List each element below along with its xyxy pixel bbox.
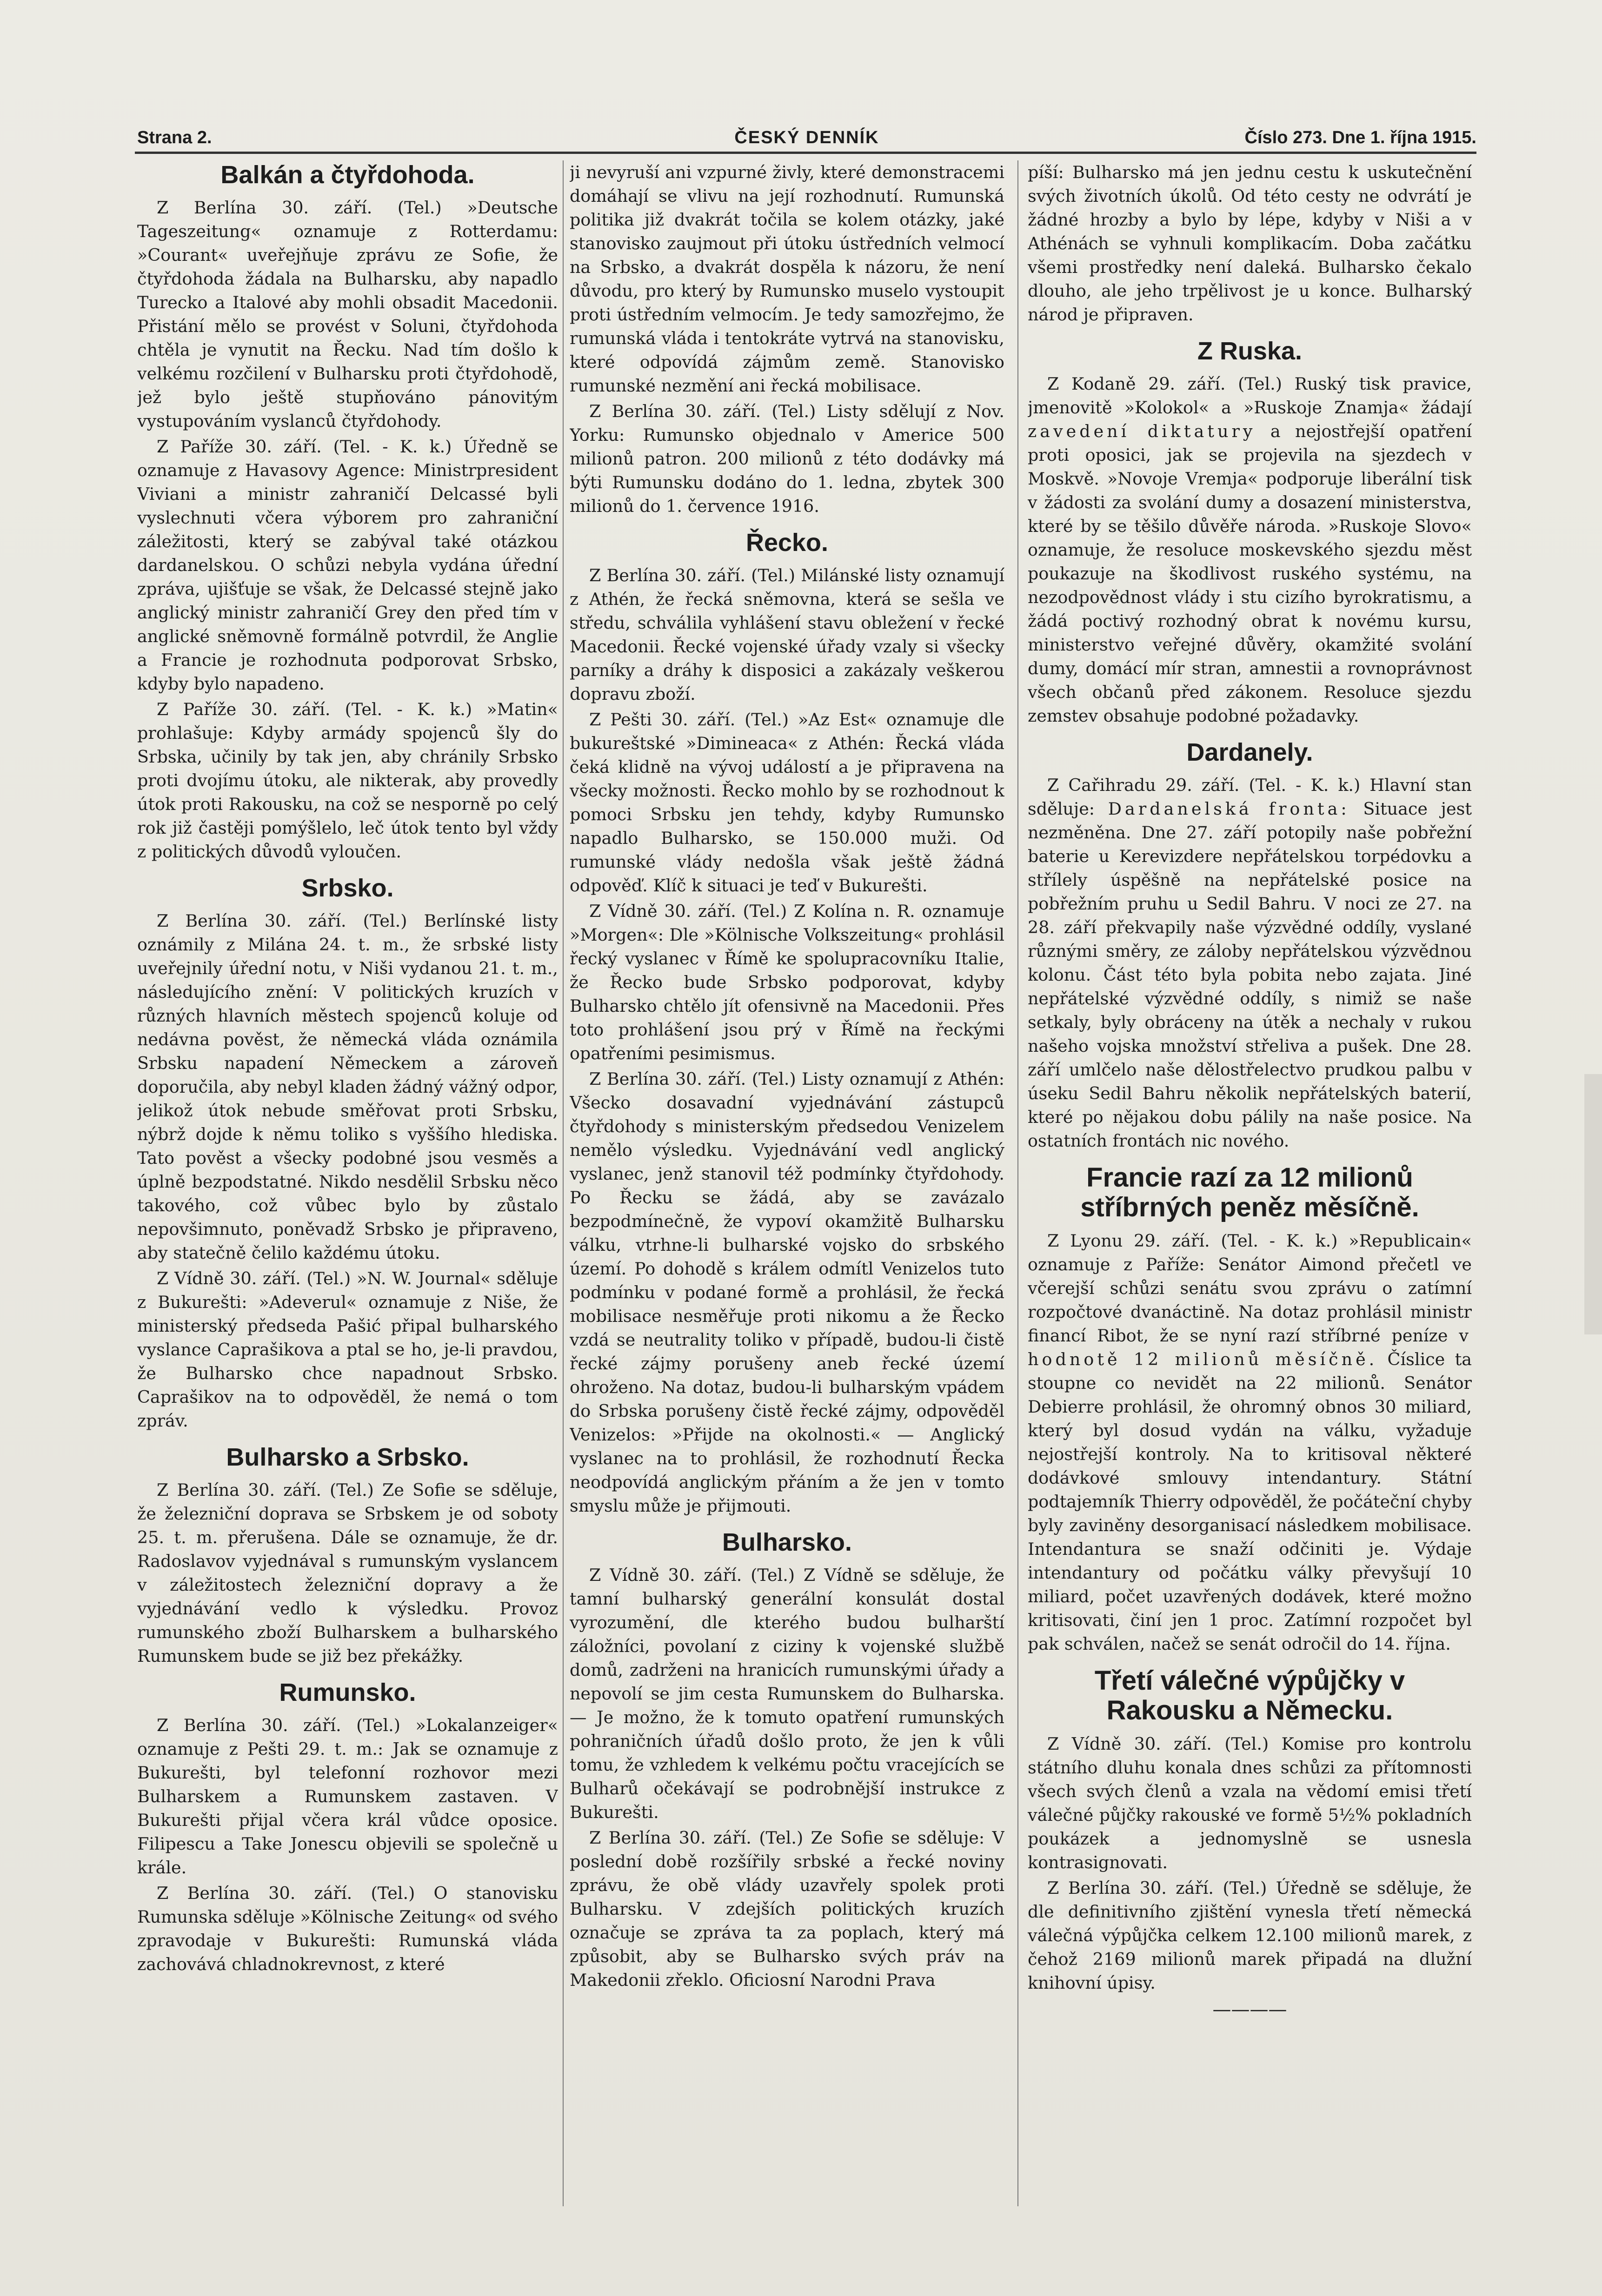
article-paragraph: Z Pešti 30. září. (Tel.) »Az Est« oznamuje dle bukureštské »Dimineaca« z Athén: Řecká vláda čeká klidně na vývoj událostí a je připravena na všecky možnosti. Řecko mohlo by se rozhodnout k pomoci Srbsku jen tehdy, kdyby Rumunsko napadlo Bulharsko, se 150.000 muži. Od rumunské vlády nedošla však ještě žádná odpověď. Klíč k situaci je teď v Bukurešti. (570, 710, 1004, 896)
article-paragraph (1028, 1229, 1472, 1656)
text-run: Z Kodaně 29. září. (Tel.) Ruský tisk pravice, jmenovitě »Kolokol« a »Ruskoje Znamja« žádají (1028, 374, 1472, 418)
article-paragraph: Z Vídně 30. září. (Tel.) Komise pro kontrolu státního dluhu konala dnes schůzi za přítomnosti všech svých členů a vzala na vědomí emisi třetí válečné půjčky rakouské ve formě 5½% pokladních poukázek a jednomyslně se usnesla kontrasignovati. (1028, 1734, 1472, 1872)
heading-bulharsko: Bulharsko. (722, 1528, 852, 1556)
column-2 (570, 160, 1004, 2230)
article-paragraph: Z Paříže 30. září. (Tel. - K. k.) Úředně se oznamuje z Havasovy Agence: Ministrpresident Viviani a ministr zahraničí Delcassé byli vyslechnuti včera výborem pro zahraniční záležitosti, který se zabýval také otázkou dardanelskou. O schůzi nebyla vydána úřední zpráva, ujišťuje se však, že Delcassé stejně jako anglický ministr zahraničí Grey den před tím v anglické sněmovně formálně potvrdil, že Anglie a Francie je rozhodnuta podporovat Srbsko, kdyby bylo napadeno. (137, 437, 558, 694)
article-paragraph: Z Vídně 30. září. (Tel.) Z Vídně se sděluje, že tamní bulharský generální konsulát dostal vyrozumění, dle kterého budou bulharští záložníci, povolaní z ciziny k vojenské službě domů, zadrženi na hranicích rumunskými úřady a nepovolí se jim cesta Rumunskem do Bulharska. — Je možno, že k tomuto opatření rumunských pohraničních úřadů došlo proto, že jen k vůli tomu, že vzhledem k velkému počtu vracejících se Bulharů očekávají se podrobnější instrukce z Bukurešti. (570, 1565, 1004, 1822)
newspaper-title: ČESKÝ DENNÍK (734, 128, 879, 147)
column-1 (137, 160, 558, 2230)
spaced-emphasis: zavedení diktatury (1028, 421, 1256, 441)
heading-dardanely: Dardanely. (1186, 738, 1313, 766)
article-paragraph: píší: Bulharsko má jen jednu cestu k uskutečnění svých životních úkolů. Od této cesty ne odvrátí je žádné hrozby a bylo by lépe, kdyby v Niši a v Athénách se vyhnuli komplikacím. Doba začátku všemi prostředky není daleká. Bulharsko čekalo dlouho, ale jeho trpělivost je u konce. Bulharský národ je připraven. (1028, 162, 1472, 325)
masthead (137, 122, 1476, 149)
page-number: Strana 2. (137, 128, 212, 147)
end-ornament: ———— (1212, 1999, 1287, 2020)
spaced-emphasis: v hodnotě 12 milionů měsíčně. (1028, 1326, 1472, 1369)
text-run: Číslice ta stoupne co nevidět na 22 milionů. Senátor Debierre prohlásil, že ohromný obnos 30 miliard, který byl dosud vydán na válku, vyžaduje nejostřejší kontroly. Na to kritisoval některé dodávkové smlouvy intendantury. Státní podtajemník Thierry odpověděl, že počáteční chyby byly zaviněny desorganisací následkem mobilisace. Intendantura se snaží odčiniti je. Výdaje intendantury od počátku války převyšují 10 miliard, počet uzavřených dodávek, které možno kritisovati, činí jen 1 proc. Zatímní rozpočet byl pak schválen, načež se senát odročil do 14. října. (1028, 1349, 1472, 1654)
spaced-emphasis: Dardanelská fronta: (1108, 799, 1350, 819)
heading-bulharsko-a-srbsko: Bulharsko a Srbsko. (226, 1443, 469, 1471)
column-divider (563, 160, 564, 2206)
article-paragraph (1028, 773, 1472, 1153)
article-paragraph: Z Berlína 30. září. (Tel.) Ze Sofie se sděluje, že železniční doprava se Srbskem je od soboty 25. t. m. přerušena. Dále se oznamuje, že dr. Radoslavov vyjednával s rumunským vyslancem v záležitostech železniční dopravy a že vyjednávání vedlo k výsledku. Provoz rumunského zboží Bulharskem a bulharského Rumunskem bude se již bez překážky. (137, 1480, 558, 1666)
heading-z-ruska: Z Ruska. (1197, 337, 1303, 365)
heading-srbsko: Srbsko. (301, 874, 394, 902)
text-run: Z Cařihradu 29. září. (Tel. - K. k.) Hlavní stan sděluje: (1028, 775, 1472, 819)
heading-recko: Řecko. (745, 529, 829, 557)
issue-date: Číslo 273. Dne 1. října 1915. (1244, 128, 1476, 147)
page-edge-shadow (1584, 1074, 1602, 1334)
article-paragraph: Z Berlína 30. září. (Tel.) Úředně se sděluje, že dle definitivního zjištění vynesla třetí německá válečná výpůjčka celkem 12.100 milionů marek, z čehož 2169 milionů marek připadá na dlužní knihovní úpisy. (1028, 1878, 1472, 1993)
heading-valecne-vypujcky: Třetí válečné výpůjčky v Rakousku a Německu. (1094, 1666, 1405, 1725)
heading-rumunsko: Rumunsko. (279, 1679, 416, 1706)
article-paragraph: Z Berlína 30. září. (Tel.) Milánské listy oznamují z Athén, že řecká sněmovna, která se sešla ve středu, schválila vyhlášení stavu obležení v řecké Macedonii. Řecké vojenské úřady vzaly si všecky parníky a dráhy k disposici a zakázaly veškerou dopravu zboží. (570, 565, 1004, 704)
masthead-rule (135, 152, 1476, 154)
article-paragraph: Z Berlína 30. září. (Tel.) Berlínské listy oznámily z Milána 24. t. m., že srbské listy uveřejnily úřední notu, v Niši vydanou 21. t. m., následujícího znění: V politických kruzích v různých hlavních městech spojenců koluje od nedávna pověst, že německá vláda oznámila Srbsku napadení Německem a zároveň doporučila, aby nebyl kladen žádný vážný odpor, jelikož útok nebude směřovat proti Srbsku, nýbrž dojde k němu toliko s vyššího hlediska. Tato pověst a všecky podobné jsou vesměs a úplně bezpodstatné. Nikdo nesdělil Srbsku něco takového, což vůbec bylo by zůstalo nepovšimnuto, poněvadž Srbsko je připraveno, aby statečně čelilo každému útoku. (137, 911, 558, 1263)
article-paragraph: ji nevyruší ani vzpurné živly, které demonstracemi domáhají se vlivu na její rozhodnutí. Rumunská politika již dvakrát točila se kolem otázky, jaké stanovisko zaujmout při útoku ústředních velmocí na Srbsko, a dvakrát dospěla k názoru, že není důvodu, pro který by Rumunsko muselo vystoupit proti ústředním velmocím. Je tedy samozřejmo, že rumunská vláda i tentokráte vytrvá na stanovisku, které odpovídá zájmům země. Stanovisko rumunské nezmění ani řecká mobilisace. (570, 162, 1004, 396)
column-divider (1017, 160, 1018, 2206)
article-paragraph: Z Berlína 30. září. (Tel.) Listy sdělují z Nov. Yorku: Rumunsko objednalo v Americe 500 milionů patron. 200 milionů z této dodávky má býti Rumunsku dodáno do 1. ledna, zbytek 300 milionů do 1. července 1916. (570, 401, 1004, 516)
heading-francie: Francie razí za 12 milionů stříbrných peněz měsíčně. (1080, 1162, 1419, 1222)
text-run: a nejostřejší opatření proti oposici, jak se projevila na sjezdech v Moskvě. »Novoje Vremja« podporuje liberální tisk v žádosti za svolání dumy a dosazení ministerstva, které by se těšilo důvěře národa. »Ruskoje Slovo« oznamuje, že resoluce moskevského sjezdu měst poukazuje na škodlivost ruského systému, na nezodpovědnost vlády i stu cizího byrokratismu, a žádá poctivý rozhodný obrat k novému kursu, ministerstvo veřejné důvěry, okamžité svolání dumy, domácí mír stran, amnestii a rovnoprávnost všech občanů před zákonem. Resoluce sjezdu zemstev obsahuje podobné požadavky. (1028, 421, 1472, 726)
article-paragraph: Z Berlína 30. září. (Tel.) »Lokalanzeiger« oznamuje z Pešti 29. t. m.: Jak se oznamuje z Bukurešti, byl telefonní rozhovor mezi Bulharskem a Rumunskem zastaven. V Bukurešti přijal včera král vůdce oposice. Filipescu a Take Jonescu objevili se společně u krále. (137, 1715, 558, 1878)
text-run: Z Lyonu 29. září. (Tel. - K. k.) »Republicain« oznamuje z Paříže: Senátor Aimond přečetl ve včerejší schůzi senátu svou zprávu o zatímní rozpočtové dvanáctině. Na dotaz prohlásil ministr financí Ribot, že se nyní razí stříbrné peníze (1028, 1231, 1472, 1346)
article-paragraph: Z Berlína 30. září. (Tel.) Ze Sofie se sděluje: V poslední době rozšířily srbské a řecké noviny zprávu, že obě vlády uzavřely spolek proti Bulharsku. V zdejších politických kruzích označuje se zpráva ta za poplach, který má způsobit, aby se Bulharsko svých práv na Makedonii zřeklo. Oficiosní Narodni Prava (570, 1828, 1004, 1990)
text-run: Situace jest nezměněna. Dne 27. září potopily naše pobřežní baterie u Kerevizdere nepřátelskou torpédovku a střílely úspěšně na nepřátelské posice na pobřežním pruhu u Sedil Bahru. V noci ze 27. na 28. září překvapily naše výzvědné oddíly, vyslané různými směry, ze záloby nepřátelskou výzvědnou kolonu. Část této byla pobita nebo zajata. Jiné nepřátelské výzvědné oddíly, s nimiž se naše setkaly, byly obráceny na útěk a nechaly v rukou našeho vojska množství střeliva a pušek. Dne 28. září umlčelo naše dělostřelectvo prudkou palbu v úseku Sedil Bahru několik nepřátelských baterií, které po nějakou dobu pálily na naše posice. Na ostatních frontách nic nového. (1028, 799, 1472, 1151)
article-paragraph (1028, 372, 1472, 728)
article-paragraph: Z Paříže 30. září. (Tel. - K. k.) »Matin« prohlašuje: Kdyby armády spojenců šly do Srbska, učinily by tak jen, aby chránily Srbsko proti dvojímu útoku, ale nikterak, aby provedly útok proti Rakousku, na což se nesporně po celý rok již častěji pomýšlelo, leč útok tento byl vždy z politických důvodů vyloučen. (137, 699, 558, 862)
article-paragraph: Z Vídně 30. září. (Tel.) Z Kolína n. R. oznamuje »Morgen«: Dle »Kölnische Volkszeitung« prohlásil řecký vyslanec v Římě ke spolupracovníku Italie, že Řecko bude Srbsko podporovat, kdyby Bulharsko chtělo jít ofensivně na Macedonii. Přes toto prohlášení jsou prý v Římě na řeckými opatřeními pesimismus. (570, 901, 1004, 1063)
heading-balkan: Balkán a čtyřdohoda. (220, 161, 475, 189)
article-paragraph: Z Berlína 30. září. (Tel.) O stanovisku Rumunska sděluje »Kölnische Zeitung« od svého zpravodaje v Bukurešti: Rumunská vláda zachovává chladnokrevnost, z které (137, 1883, 558, 1974)
article-paragraph: Z Berlína 30. září. (Tel.) Listy oznamují z Athén: Všecko dosavadní vyjednávání zástupců čtyřdohody s ministerským předsedou Venizelem nemělo výsledku. Vyjednávání vedl anglický vyslanec, jenž stanovil též podmínky čtyřdohody. Po Řecku se žádá, aby se zavázalo bezpodmínečně, že vypoví okamžitě Bulharsku válku, vtrhne-li bulharské vojsko do srbského území. Po dohodě s králem odmítl Venizelos tuto podmínku v podané formě a prohlásil, že řecká mobilisace nesměřuje proti nikomu a že Řecko vzdá se neutrality toliko v případě, budou-li čistě řecké zájmy porušeny aneb řecké území ohroženo. Na dotaz, budou-li bulharským vpádem do Srbska porušeny čistě řecké zájmy, odpověděl Venizelos: »Přijde na okolnosti.« — Anglický vyslanec na to prohlásil, že rozhodnutí Řecka neodpovídá anglickým přáním a že jen v tomto smyslu může je přijmouti. (570, 1069, 1004, 1516)
article-paragraph: Z Berlína 30. září. (Tel.) »Deutsche Tageszeitung« oznamuje z Rotterdamu: »Courant« uveřejňuje zprávu ze Sofie, že čtyřdohoda žádala na Bulharsku, aby napadlo Turecko a Italové aby mohli obsadit Macedonii. Přistání mělo se provést v Soluni, čtyřdohoda chtěla je vynutit na Řecku. Nad tím došlo k velkému rozčilení v Bulharsku proti čtyřdohodě, jež bylo ještě stupňováno pánovitým vystupováním vyslanců čtyřdohody. (137, 198, 558, 431)
column-3 (1028, 160, 1472, 2230)
article-paragraph: Z Vídně 30. září. (Tel.) »N. W. Journal« sděluje z Bukurešti: »Adeverul« oznamuje z Niše, že ministerský předseda Pašić připal bulharského vyslance Caprašikova a ptal se ho, je-li pravdou, že Bulharsko chce napadnout Srbsko. Caprašikov na to odpověděl, že nemá o tom zpráv. (137, 1268, 558, 1431)
